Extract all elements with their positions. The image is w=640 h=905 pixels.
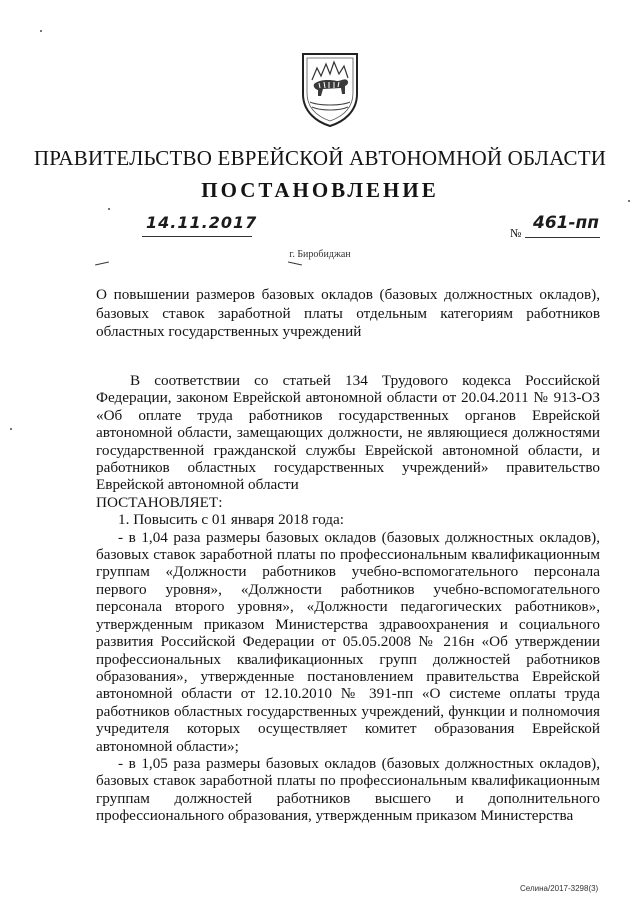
city-label: г. Биробиджан <box>289 249 351 260</box>
preamble-paragraph: В соответствии со статьей 134 Трудового кодекса Российской Федерации, законом Еврейской автономной области от 20.04.2011 № 913-ОЗ «Об оплате труда работников государственных органов Еврейской автономной области, замещающих должности, не являющиеся должностями государственной гражданской службы Еврейской автономной области, и работников областных государственных учреждений» правительство Еврейской автономной области <box>96 372 600 494</box>
subject-corner-left <box>95 262 109 266</box>
scan-speck <box>40 30 42 32</box>
scan-speck <box>108 208 110 210</box>
document-type-heading: ПОСТАНОВЛЕНИЕ <box>201 178 439 202</box>
document-subject: О повышении размеров базовых окладов (базовых должностных окладов), базовых ставок заработной платы отдельным категориям работников областных государственных учреждений <box>96 286 600 340</box>
document-number: 461-пп <box>533 213 600 233</box>
item-1b: - в 1,05 раза размеры базовых окладов (базовых должностных окладов), базовых ставок заработной платы по профессиональным квалификационным группам должностей работников высшего и дополнительного профессионального образования, утвержденным приказом Министерства <box>96 754 600 825</box>
resolves-heading: ПОСТАНОВЛЯЕТ: <box>96 493 223 511</box>
document-date: 14.11.2017 <box>146 213 258 232</box>
scan-speck <box>10 428 12 430</box>
document-body <box>96 372 600 825</box>
footer-file-code: Селина/2017-3298(3) <box>520 884 599 893</box>
date-underline <box>142 236 252 237</box>
item-1a: - в 1,04 раза размеры базовых окладов (базовых должностных окладов), базовых ставок заработной платы по профессиональным квалификационным группам «Должности работников учебно-вспомогательного персонала первого уровня», «Должности работников учебно-вспомогательного персонала второго уровня», «Должности педагогических работников», утвержденным приказом Министерства здравоохранения и социального развития Российской Федерации от 05.05.2008 № 216н «Об утверждении профессиональных квалификационных групп должностей работников образования», утвержденные постановлением правительства Еврейской автономной области от 12.10.2010 № 391-пп «О системе оплаты труда работников областных государственных учреждений, функции и полномочия учредителя которых осуществляет комитет образования Еврейской автономной области»; <box>96 528 600 755</box>
item-1: 1. Повысить с 01 января 2018 года: <box>118 511 344 529</box>
number-label: № <box>510 226 522 240</box>
number-underline <box>525 237 600 238</box>
coat-of-arms-icon <box>299 50 361 128</box>
scan-speck <box>628 200 630 202</box>
subject-corner-right <box>288 262 302 266</box>
government-title: ПРАВИТЕЛЬСТВО ЕВРЕЙСКОЙ АВТОНОМНОЙ ОБЛАСТИ <box>33 146 607 170</box>
